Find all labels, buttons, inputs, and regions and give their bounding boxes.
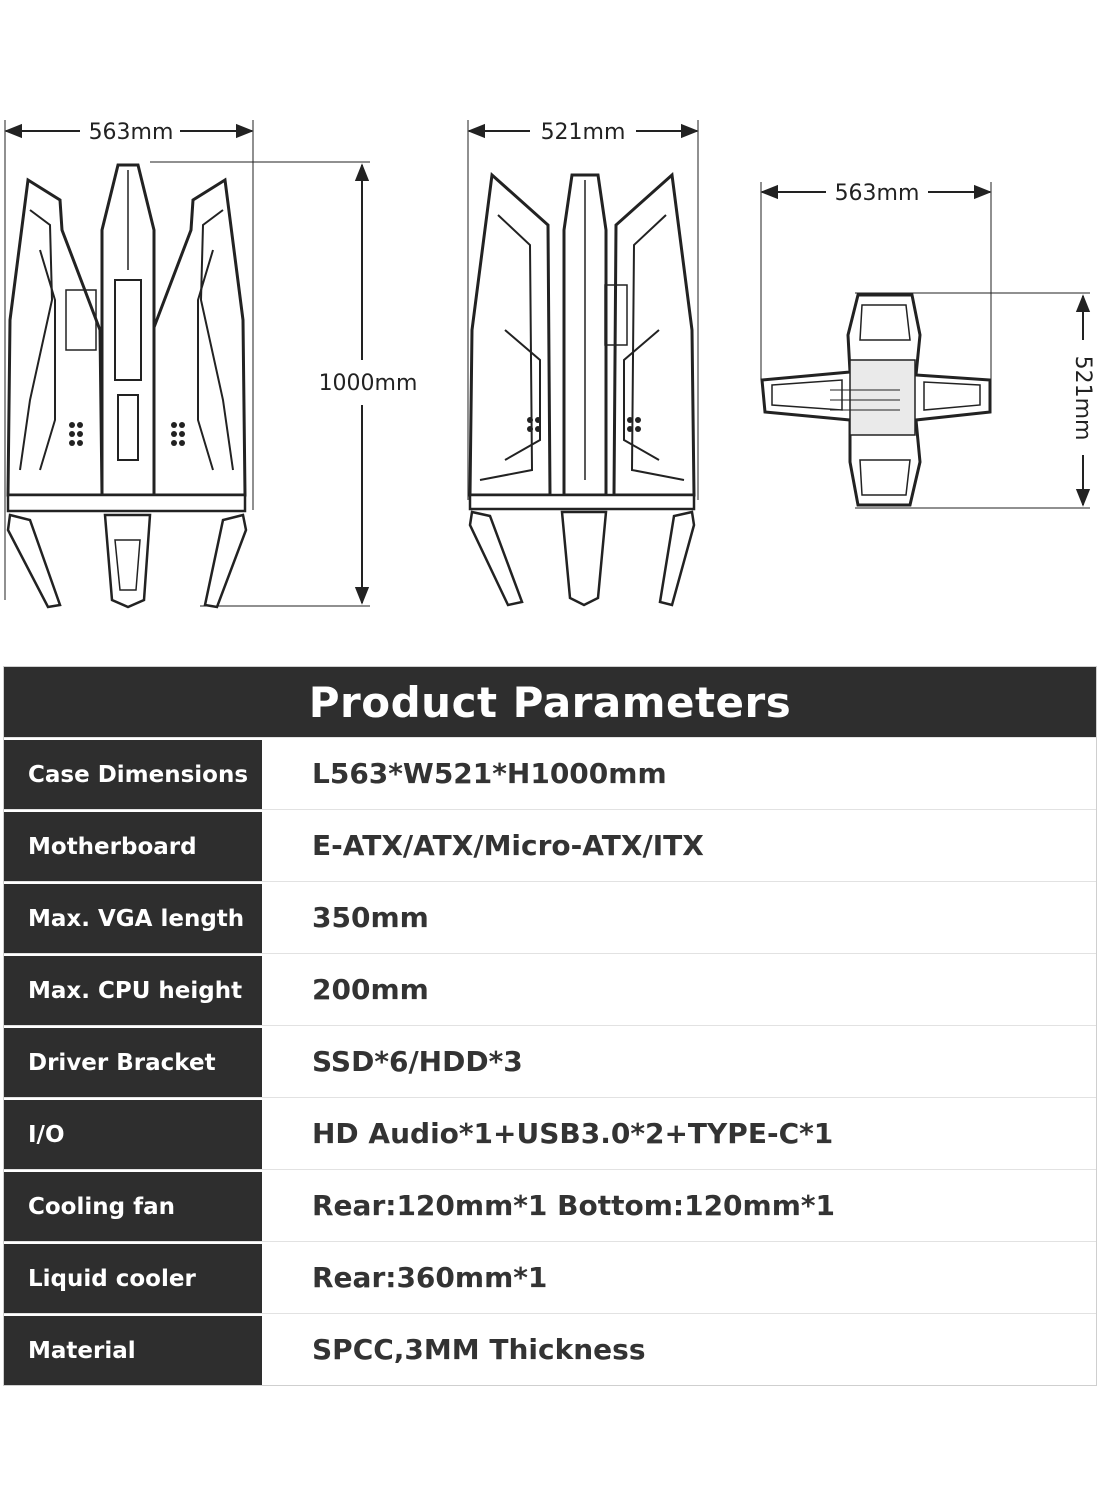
- table-row: [4, 1097, 1096, 1169]
- row-value-io: HD Audio*1+USB3.0*2+TYPE-C*1: [262, 1098, 1096, 1169]
- table-title: Product Parameters: [4, 667, 1096, 737]
- case-technical-drawings: [0, 0, 1100, 650]
- row-label-motherboard: Motherboard: [4, 810, 262, 881]
- row-value-max-vga-length: 350mm: [262, 882, 1096, 953]
- row-value-material: SPCC,3MM Thickness: [262, 1314, 1096, 1385]
- side-width-label: 521mm: [540, 120, 626, 145]
- top-depth-label: 521mm: [1070, 355, 1095, 441]
- height-label: 1000mm: [318, 371, 418, 396]
- row-label-liquid-cooler: Liquid cooler: [4, 1242, 262, 1313]
- top-width-label: 563mm: [834, 181, 920, 206]
- row-label-io: I/O: [4, 1098, 262, 1169]
- row-value-max-cpu-height: 200mm: [262, 954, 1096, 1025]
- table-row: [4, 1025, 1096, 1097]
- table-row: [4, 1169, 1096, 1241]
- row-value-driver-bracket: SSD*6/HDD*3: [262, 1026, 1096, 1097]
- side-view-drawing: [468, 120, 698, 605]
- row-value-cooling-fan: Rear:120mm*1 Bottom:120mm*1: [262, 1170, 1096, 1241]
- table-row: [4, 1241, 1096, 1313]
- row-label-max-vga-length: Max. VGA length: [4, 882, 262, 953]
- row-label-cooling-fan: Cooling fan: [4, 1170, 262, 1241]
- row-label-material: Material: [4, 1314, 262, 1385]
- table-row: [4, 809, 1096, 881]
- row-value-motherboard: E-ATX/ATX/Micro-ATX/ITX: [262, 810, 1096, 881]
- product-parameters-table: [3, 666, 1097, 1386]
- row-label-max-cpu-height: Max. CPU height: [4, 954, 262, 1025]
- table-row: [4, 881, 1096, 953]
- row-label-case-dimensions: Case Dimensions: [4, 738, 262, 809]
- row-value-liquid-cooler: Rear:360mm*1: [262, 1242, 1096, 1313]
- table-row: [4, 953, 1096, 1025]
- row-value-case-dimensions: L563*W521*H1000mm: [262, 738, 1096, 809]
- row-label-driver-bracket: Driver Bracket: [4, 1026, 262, 1097]
- front-view-drawing: [5, 120, 370, 607]
- table-row: [4, 737, 1096, 809]
- top-view-drawing: [761, 182, 1090, 508]
- front-width-label: 563mm: [88, 120, 174, 145]
- table-row: [4, 1313, 1096, 1385]
